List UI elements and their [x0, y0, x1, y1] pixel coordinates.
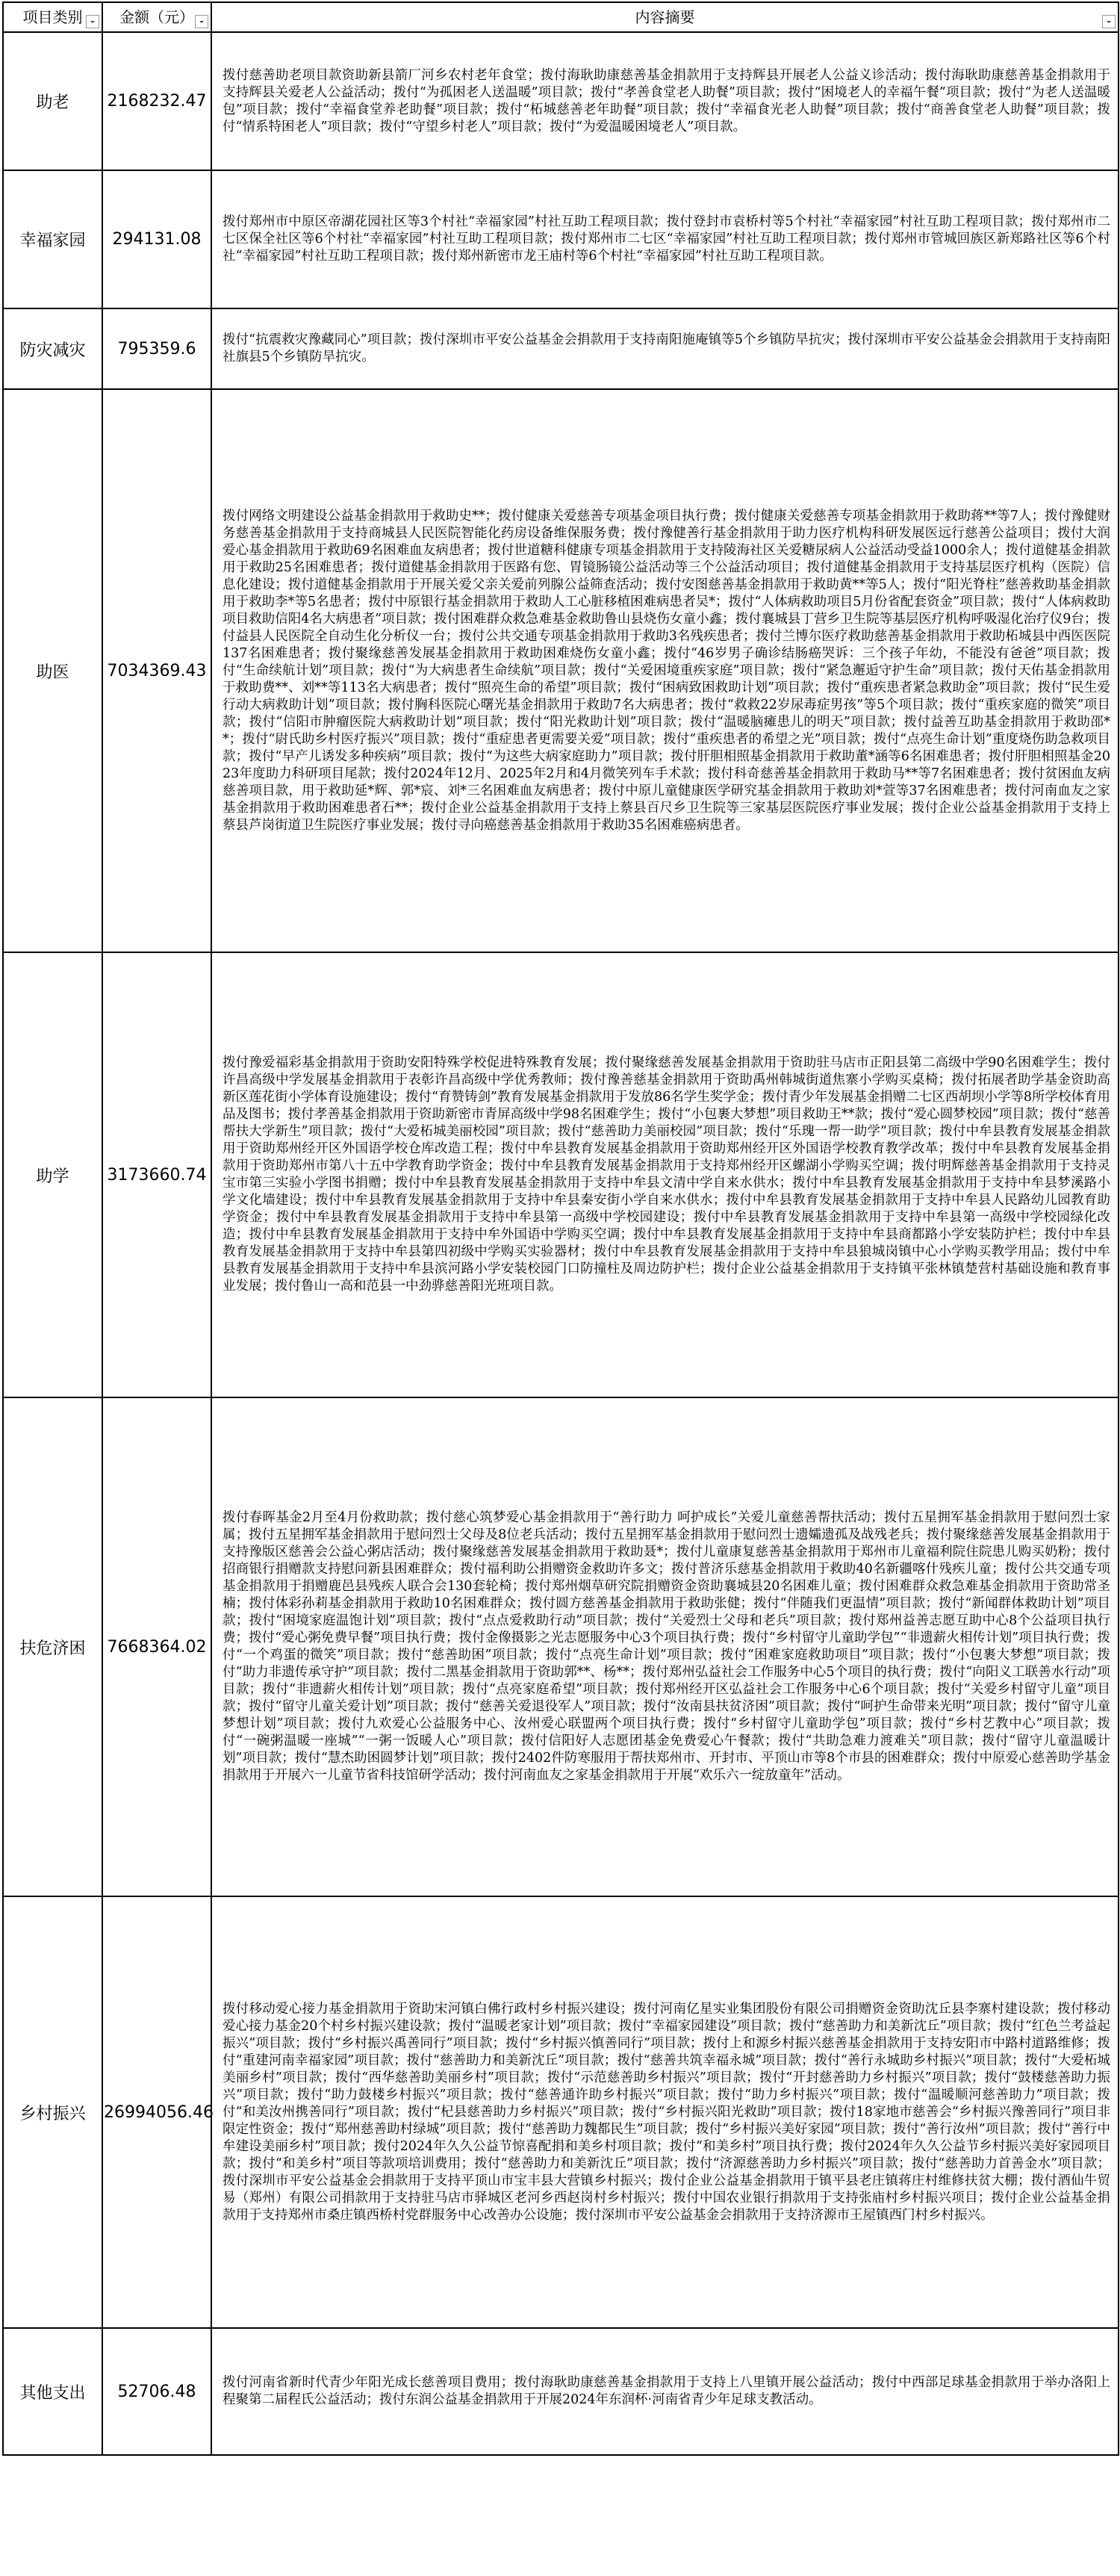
table-row — [3, 308, 1119, 389]
category-filter-icon[interactable] — [86, 15, 99, 28]
amount-filter-icon[interactable] — [195, 15, 208, 28]
category-cell: 防灾减灾 — [3, 308, 102, 389]
donation-table-sheet — [2, 1, 1118, 2456]
summary-cell — [211, 1397, 1119, 1896]
summary-cell — [211, 170, 1119, 308]
category-cell: 乡村振兴 — [3, 1896, 102, 2328]
amount-cell: 7034369.43 — [102, 389, 211, 952]
summary-text: 拨付河南省新时代青少年阳光成长慈善项目费用；拨付海耿助康慈善基金捐款用于支持上八里镇开展公益活动；拨付中西部足球基金捐款用于举办洛阳上程聚第二届程氏公益活动；拨付东润公益基金捐款用于开展2024年东润杯·河南省青少年足球支教活动。 — [223, 2375, 1110, 2407]
category-cell: 助老 — [3, 32, 102, 170]
summary-text: 拨付春晖基金2月至4月份救助款；拨付慈心筑梦爱心基金捐款用于“善行助力 呵护成长”关爱儿童慈善帮扶活动；拨付五星拥军基金捐款用于慰问烈士家属；拨付五星拥军基金捐款用于慰问烈士父母及8位老兵活动；拨付五星拥军基金捐款用于慰问烈士遗孀遗孤及战残老兵；拨付聚缘慈善发展基金捐款用于支持豫版区慈善会公益心粥店活动；拨付聚缘慈善发展基金捐款用于救助聂*；拨付儿童康复慈善基金捐款用于郑州市儿童福利院住院患儿购买奶粉；拨付招商银行捐赠款支持慰问新县困难群众；拨付福利助公捐赠资金救助许多文；拨付普济乐慈基金捐款用于救助40名新疆喀什残疾儿童；拨付公共交通专项基金捐款用于捐赠鹿邑县残疾人联合会130套轮椅；拨付郑州烟草研究院捐赠资金资助襄城县20名困难儿童；拨付困难群众救急难基金捐款用于资助常圣楠；拨付体彩孙莉基金捐款用于救助10名困难群众；拨付圆方慈善基金捐款用于救助张健；拨付“伴随我们更温情”项目款；拨付“新闻群体救助计划”项目款；拨付“困境家庭温饱计划”项目款；拨付“点点爱救助行动”项目款；拨付“关爱烈士父母和老兵”项目款；拨付郑州益善志愿互助中心8个公益项目执行费；拨付“爱心粥免费早餐”项目执行费；拨付金像摄影之光志愿服务中心3个项目执行费；拨付“乡村留守儿童助学包”“非遗薪火相传计划”项目执行费；拨付“一个鸡蛋的微笑”项目款；拨付“慈善助困”项目款；拨付“点亮生命计划”项目款；拨付“困难家庭救助项目”项目款；拨付“小包裹大梦想”项目款；拨付“助力非遗传承守护”项目款；拨付二黑基金捐款用于资助郭**、杨**；拨付郑州弘益社会工作服务中心5个项目的执行费；拨付“向阳义工联善水行动”项目款；拨付“非遗薪火相传计划”项目款；拨付“点亮家庭希望”项目款；拨付郑州经开区弘益社会工作服务中心6个项目款；拨付“关爱乡村留守儿童”项目款；拨付“留守儿童关爱计划”项目款；拨付“慈善关爱退役军人”项目款；拨付“汝南县扶贫济困”项目款；拨付“呵护生命带来光明”项目款；拨付“留守儿童梦想计划”项目款；拨付九欢爱心公益服务中心、汝州爱心联盟两个项目执行费；拨付“乡村留守儿童助学包”项目款；拨付“乡村艺教中心”项目款；拨付“一碗粥温暖一座城”“一粥一饭暖人心”项目款；拨付信阳好人志愿团基金免费爱心午餐款；拨付“共助急难力渡难关”项目款；拨付“留守儿童温暖计划”项目款；拨付“慧杰助困圆梦计划”项目款；拨付2402件防寒服用于帮扶郑州市、开封市、平顶山市等8个市县的困难群众；拨付中原爱心慈善助学基金捐款用于开展六一儿童节省科技馆研学活动；拨付河南血友之家基金捐款用于开展“欢乐六一绽放童年”活动。 — [223, 1510, 1110, 1783]
amount-cell: 7668364.02 — [102, 1397, 211, 1896]
amount-cell: 2168232.47 — [102, 32, 211, 170]
header-summary — [211, 2, 1119, 32]
amount-cell: 3173660.74 — [102, 952, 211, 1397]
summary-text: 拨付网络文明建设公益基金捐款用于救助史**；拨付健康关爱慈善专项基金项目执行费；拨付健康关爱慈善专项基金捐款用于救助蒋**等7人；拨付豫健财务慈善基金捐款用于支持商城县人民医院智能化药房设备维保服务费；拨付豫健善行基金捐款用于助力医疗机构科研发展医远行慈善公益项目；拨付大润爱心基金捐款用于救助69名困难血友病患者；拨付世道糖科健康专项基金捐款用于支持陵海社区关爱糖尿病人公益活动受益1000余人；拨付道健基金捐款用于救助25名困难患者；拨付道健基金捐款用于医路有您、胃镜肠镜公益活动等三个公益活动项目；拨付道健基金捐款用于支持基层医疗机构（医院）信息化建设；拨付道健基金捐款用于开展关爱父亲关爱前列腺公益筛查活动；拨付安图慈善基金捐款用于救助黄**等5人；拨付“阳光脊柱”慈善救助基金捐款用于救助李*等5名患者；拨付中原银行基金捐款用于救助人工心脏移植困难病患者吴*；拨付“人体病救助项目5月份省配套资金”项目款；拨付“人体病救助项目救助信阳4名大病患者”项目款；拨付困难群众救急难基金救助鲁山县烧伤女童小鑫；拨付襄城县丁营乡卫生院等基层医疗机构呼吸湿化治疗仪9台；拨付益县人民医院全自动生化分析仪一台；拨付公共交通专项基金捐款用于救助3名残疾患者；拨付兰博尔医疗救助慈善基金捐款用于救助柘城县中西医医院137名困难患者；拨付聚缘慈善发展基金捐款用于救助困难烧伤女童小鑫；拨付“46岁男子确诊结肠癌哭诉：三个孩子年幼，不能没有爸爸”项目款；拨付“生命续航计划”项目款；拨付“为大病患者生命续航”项目款；拨付“关爱困境重疾家庭”项目款；拨付“紧急邂逅守护生命”项目款；拨付天佑基金捐款用于救助费**、刘**等113名大病患者；拨付“照亮生命的希望”项目款；拨付“困病致困救助计划”项目款；拨付“重疾患者紧急救助金”项目款；拨付“民生爱行动大病救助计划”项目款；拨付胸科医院心曙光基金捐款用于救助7名大病患者；拨付“救救22岁尿毒症男孩”等5个项目款；拨付“重疾家庭的微笑”项目款；拨付“信阳市肿瘤医院大病救助计划”项目款；拨付“阳光救助计划”项目款；拨付“温暖脑瘫患儿的明天”项目款；拨付益善互助基金捐款用于救助邵**；拨付“尉氏助乡村医疗振兴”项目款；拨付“重症患者更需要关爱”项目款；拨付“重疾患者的希望之光”项目款；拨付“点亮生命计划”重度烧伤助急救项目款；拨付“早产儿诱发多种疾病”项目款；拨付“为这些大病家庭助力”项目款；拨付肝胆相照基金捐款用于救助董*涵等6名困难患者；拨付肝胆相照基金2023年度助力科研项目尾款；拨付2024年12月、2025年2月和4月微笑列车手术款；拨付科奇慈善基金捐款用于救助马**等7名困难患者；拨付贫困血友病慈善项目款，用于救助延*辉、郭*宸、刘*三名困难血友病患者；拨付中原儿童健康医学研究基金捐款用于救助刘*萱等37名困难患者；拨付河南血友之家基金捐款用于救助困难患者石**；拨付企业公益基金捐款用于支持上蔡县百尺乡卫生院等三家基层医院医疗事业发展；拨付企业公益基金捐款用于支持上蔡县芦岗街道卫生院医疗事业发展；拨付寻向癌慈善基金捐款用于救助35名困难癌病患者。 — [223, 508, 1110, 833]
category-cell: 助学 — [3, 952, 102, 1397]
amount-cell: 294131.08 — [102, 170, 211, 308]
summary-text: 拨付慈善助老项目款资助新县箭厂河乡农村老年食堂；拨付海耿助康慈善基金捐款用于支持辉县开展老人公益义诊活动；拨付海耿助康慈善基金捐款用于支持辉县关爱老人公益活动；拨付“为孤困老人送温暖”项目款；拨付“孝善食堂老人助餐”项目款；拨付“困境老人的幸福午餐”项目款；拨付“为老人送温暖包”项目款；拨付“幸福食堂养老助餐”项目款；拨付“柘城慈善老年助餐”项目款；拨付“幸福食光老人助餐”项目款；拨付“商善食堂老人助餐”项目款；拨付“情系特困老人”项目款；拨付“守望乡村老人”项目款；拨付“为爱温暖困境老人”项目款。 — [223, 67, 1110, 134]
summary-text: 拨付“抗震救灾豫藏同心”项目款；拨付深圳市平安公益基金会捐款用于支持南阳施庵镇等5个乡镇防旱抗灾；拨付深圳市平安公益基金会捐款用于支持南阳社旗县5个乡镇防旱抗灾。 — [223, 332, 1110, 364]
summary-cell — [211, 389, 1119, 952]
summary-cell — [211, 1896, 1119, 2328]
category-cell: 助医 — [3, 389, 102, 952]
header-row — [3, 2, 1119, 32]
summary-text: 拨付郑州市中原区帝湖花园社区等3个村社“幸福家园”村社互助工程项目款；拨付登封市袁桥村等5个村社“幸福家园”村社互助工程项目款；拨付郑州市二七区保全社区等6个村社“幸福家园”村社互助工程项目款；拨付郑州市二七区“幸福家园”村社互助工程项目款；拨付郑州市管城回族区新郑路社区等6个村社“幸福家园”村社互助工程项目款；拨付郑州新密市龙王庙村等6个村社“幸福家园”村社互助工程项目款。 — [223, 214, 1110, 264]
header-amount-label: 金额（元） — [119, 8, 194, 26]
summary-cell — [211, 308, 1119, 389]
summary-cell — [211, 32, 1119, 170]
header-category — [3, 2, 102, 32]
header-amount — [102, 2, 211, 32]
table-row — [3, 1896, 1119, 2328]
header-summary-label: 内容摘要 — [635, 8, 695, 26]
amount-cell: 26994056.46 — [102, 1896, 211, 2328]
table-row — [3, 2328, 1119, 2455]
category-cell: 其他支出 — [3, 2328, 102, 2455]
header-category-label: 项目类别 — [22, 8, 83, 26]
table-row — [3, 1397, 1119, 1896]
donation-table — [2, 1, 1119, 2456]
summary-text: 拨付豫爱福彩基金捐款用于资助安阳特殊学校促进特殊教育发展；拨付聚缘慈善发展基金捐款用于资助驻马店市正阳县第二高级中学90名困难学生；拨付许昌高级中学发展基金捐款用于表彰许昌高级中学优秀教师；拨付豫善慈基金捐款用于资助禹州韩城街道焦寨小学购买桌椅；拨付拓展者助学基金资助高新区莲花街小学体育设施建设；拨付“育赞铸剑”教育发展基金捐款用于发放86名学生奖学金；拨付青少年发展基金捐赠二七区西胡坝小学等8所学校体育用品及图书；拨付孝善基金捐款用于资助新密市青屏高级中学98名困难学生；拨付“小包裹大梦想”项目救助王**款；拨付“爱心圆梦校园”项目款；拨付“慈善帮扶大学新生”项目款；拨付“大爱柘城美丽校园”项目款；拨付“慈善助力美丽校园”项目款；拨付“乐瑰一帮一助学”项目款；拨付中牟县教育发展基金捐款用于资助郑州经开区外国语学校仓库改造工程；拨付中牟县教育发展基金捐款用于资助郑州经开区外国语学校教育教学改革；拨付中牟县教育发展基金捐款用于资助郑州市第八十五中学教育助学资金；拨付中牟县教育发展基金捐款用于支持郑州经开区螺湖小学购买空调；拨付明辉慈善基金捐款用于支持灵宝市第三实验小学图书捐赠；拨付中牟县教育发展基金捐款用于支持中牟县文清中学自来水供水；拨付中牟县教育发展基金捐款用于支持中牟县梦溪路小学文化墙建设；拨付中牟县教育发展基金捐款用于支持中牟县秦安街小学自来水供水；拨付中牟县教育发展基金捐款用于支持中牟县人民路幼儿园教育助学资金；拨付中牟县教育发展基金捐款用于支持中牟县第一高级中学校园建设；拨付中牟县教育发展基金捐款用于支持中牟县第一高级中学校园绿化改造；拨付中牟县教育发展基金捐款用于支持中牟外国语中学购买空调；拨付中牟县教育发展基金捐款用于支持中牟县商都路小学安装防护栏；拨付中牟县教育发展基金捐款用于支持中牟县第四初级中学购买实验器材；拨付中牟县教育发展基金捐款用于支持中牟县狼城岗镇中心小学购买教学用品；拨付中牟县教育发展基金捐款用于支持中牟县滨河路小学安装校园门口防撞柱及周边防护栏；拨付企业公益基金捐款用于支持镇平张林镇楚营村基础设施和教育事业发展；拨付鲁山一高和范县一中劲骅慈善阳光班项目款。 — [223, 1055, 1110, 1294]
summary-text: 拨付移动爱心接力基金捐款用于资助宋河镇白佛行政村乡村振兴建设；拨付河南亿星实业集团股份有限公司捐赠资金资助沈丘县李寨村建设款；拨付移动爱心接力基金20个村乡村振兴建设款；拨付“温暖老家计划”项目款；拨付“幸福家园建设”项目款；拨付“慈善助力和美新沈丘”项目款；拨付“红色兰考益起振兴”项目款；拨付“乡村振兴禹善同行”项目款；拨付“乡村振兴慎善同行”项目款；拨付上和源乡村振兴慈善基金捐款用于支持安阳市中路村道路维修；拨付“重建河南幸福家园”项目款；拨付“慈善助力和美新沈丘”项目款；拨付“慈善共筑幸福永城”项目款；拨付“善行永城助乡村振兴”项目款；拨付“大爱柘城美丽乡村”项目款；拨付“西华慈善助美丽乡村”项目款；拨付“示范慈善助乡村振兴”项目款；拨付“开封慈善助力乡村振兴”项目款；拨付“鼓楼慈善助力振兴”项目款；拨付“助力鼓楼乡村振兴”项目款；拨付“慈善通许助乡村振兴”项目款；拨付“助力乡村振兴”项目款；拨付“温暖顺河慈善助力”项目款；拨付“和美汝州携善同行”项目款；拨付“杞县慈善助力乡村振兴”项目款；拨付“乡村振兴阳光救助”项目款；拨付18家地市慈善会“乡村振兴豫善同行”项目非限定性资金；拨付“郑州慈善助村绿城”项目款；拨付“慈善助力魏都民生”项目款；拨付“乡村振兴美好家园”项目款；拨付“善行汝州”项目款；拨付“善行中牟建设美丽乡村”项目款；拨付2024年久久公益节惊喜配捐和美乡村项目款；拨付“和美乡村”项目执行费；拨付2024年久久公益节乡村振兴美好家园项目款；拨付“和美乡村”项目等款项培训费用；拨付“慈善助力和美新沈丘”项目款；拨付“济源慈善助力乡村振兴”项目款；拨付“慈善助力首善金水”项目款；拨付深圳市平安公益基金会捐款用于支持平顶山市宝丰县大营镇乡村振兴；拨付企业公益基金捐款用于镇平县老庄镇蒋庄村维修扶贫大棚；拨付酒仙牛贸易（郑州）有限公司捐款用于支持驻马店市驿城区老河乡西赵岗村乡村振兴；拨付中国农业银行捐款用于支持张庙村乡村振兴项目；拨付企业公益基金捐款用于支持郑州市桑庄镇西桥村党群服务中心改善办公设施；拨付深圳市平安公益基金会捐款用于支持济源市王屋镇西门村乡村振兴。 — [223, 2001, 1110, 2223]
category-cell: 幸福家园 — [3, 170, 102, 308]
table-row — [3, 952, 1119, 1397]
category-cell: 扶危济困 — [3, 1397, 102, 1896]
table-row — [3, 170, 1119, 308]
table-row — [3, 32, 1119, 170]
summary-cell — [211, 2328, 1119, 2455]
table-row — [3, 389, 1119, 952]
summary-filter-icon[interactable] — [1102, 15, 1116, 28]
amount-cell: 795359.6 — [102, 308, 211, 389]
summary-cell — [211, 952, 1119, 1397]
amount-cell: 52706.48 — [102, 2328, 211, 2455]
